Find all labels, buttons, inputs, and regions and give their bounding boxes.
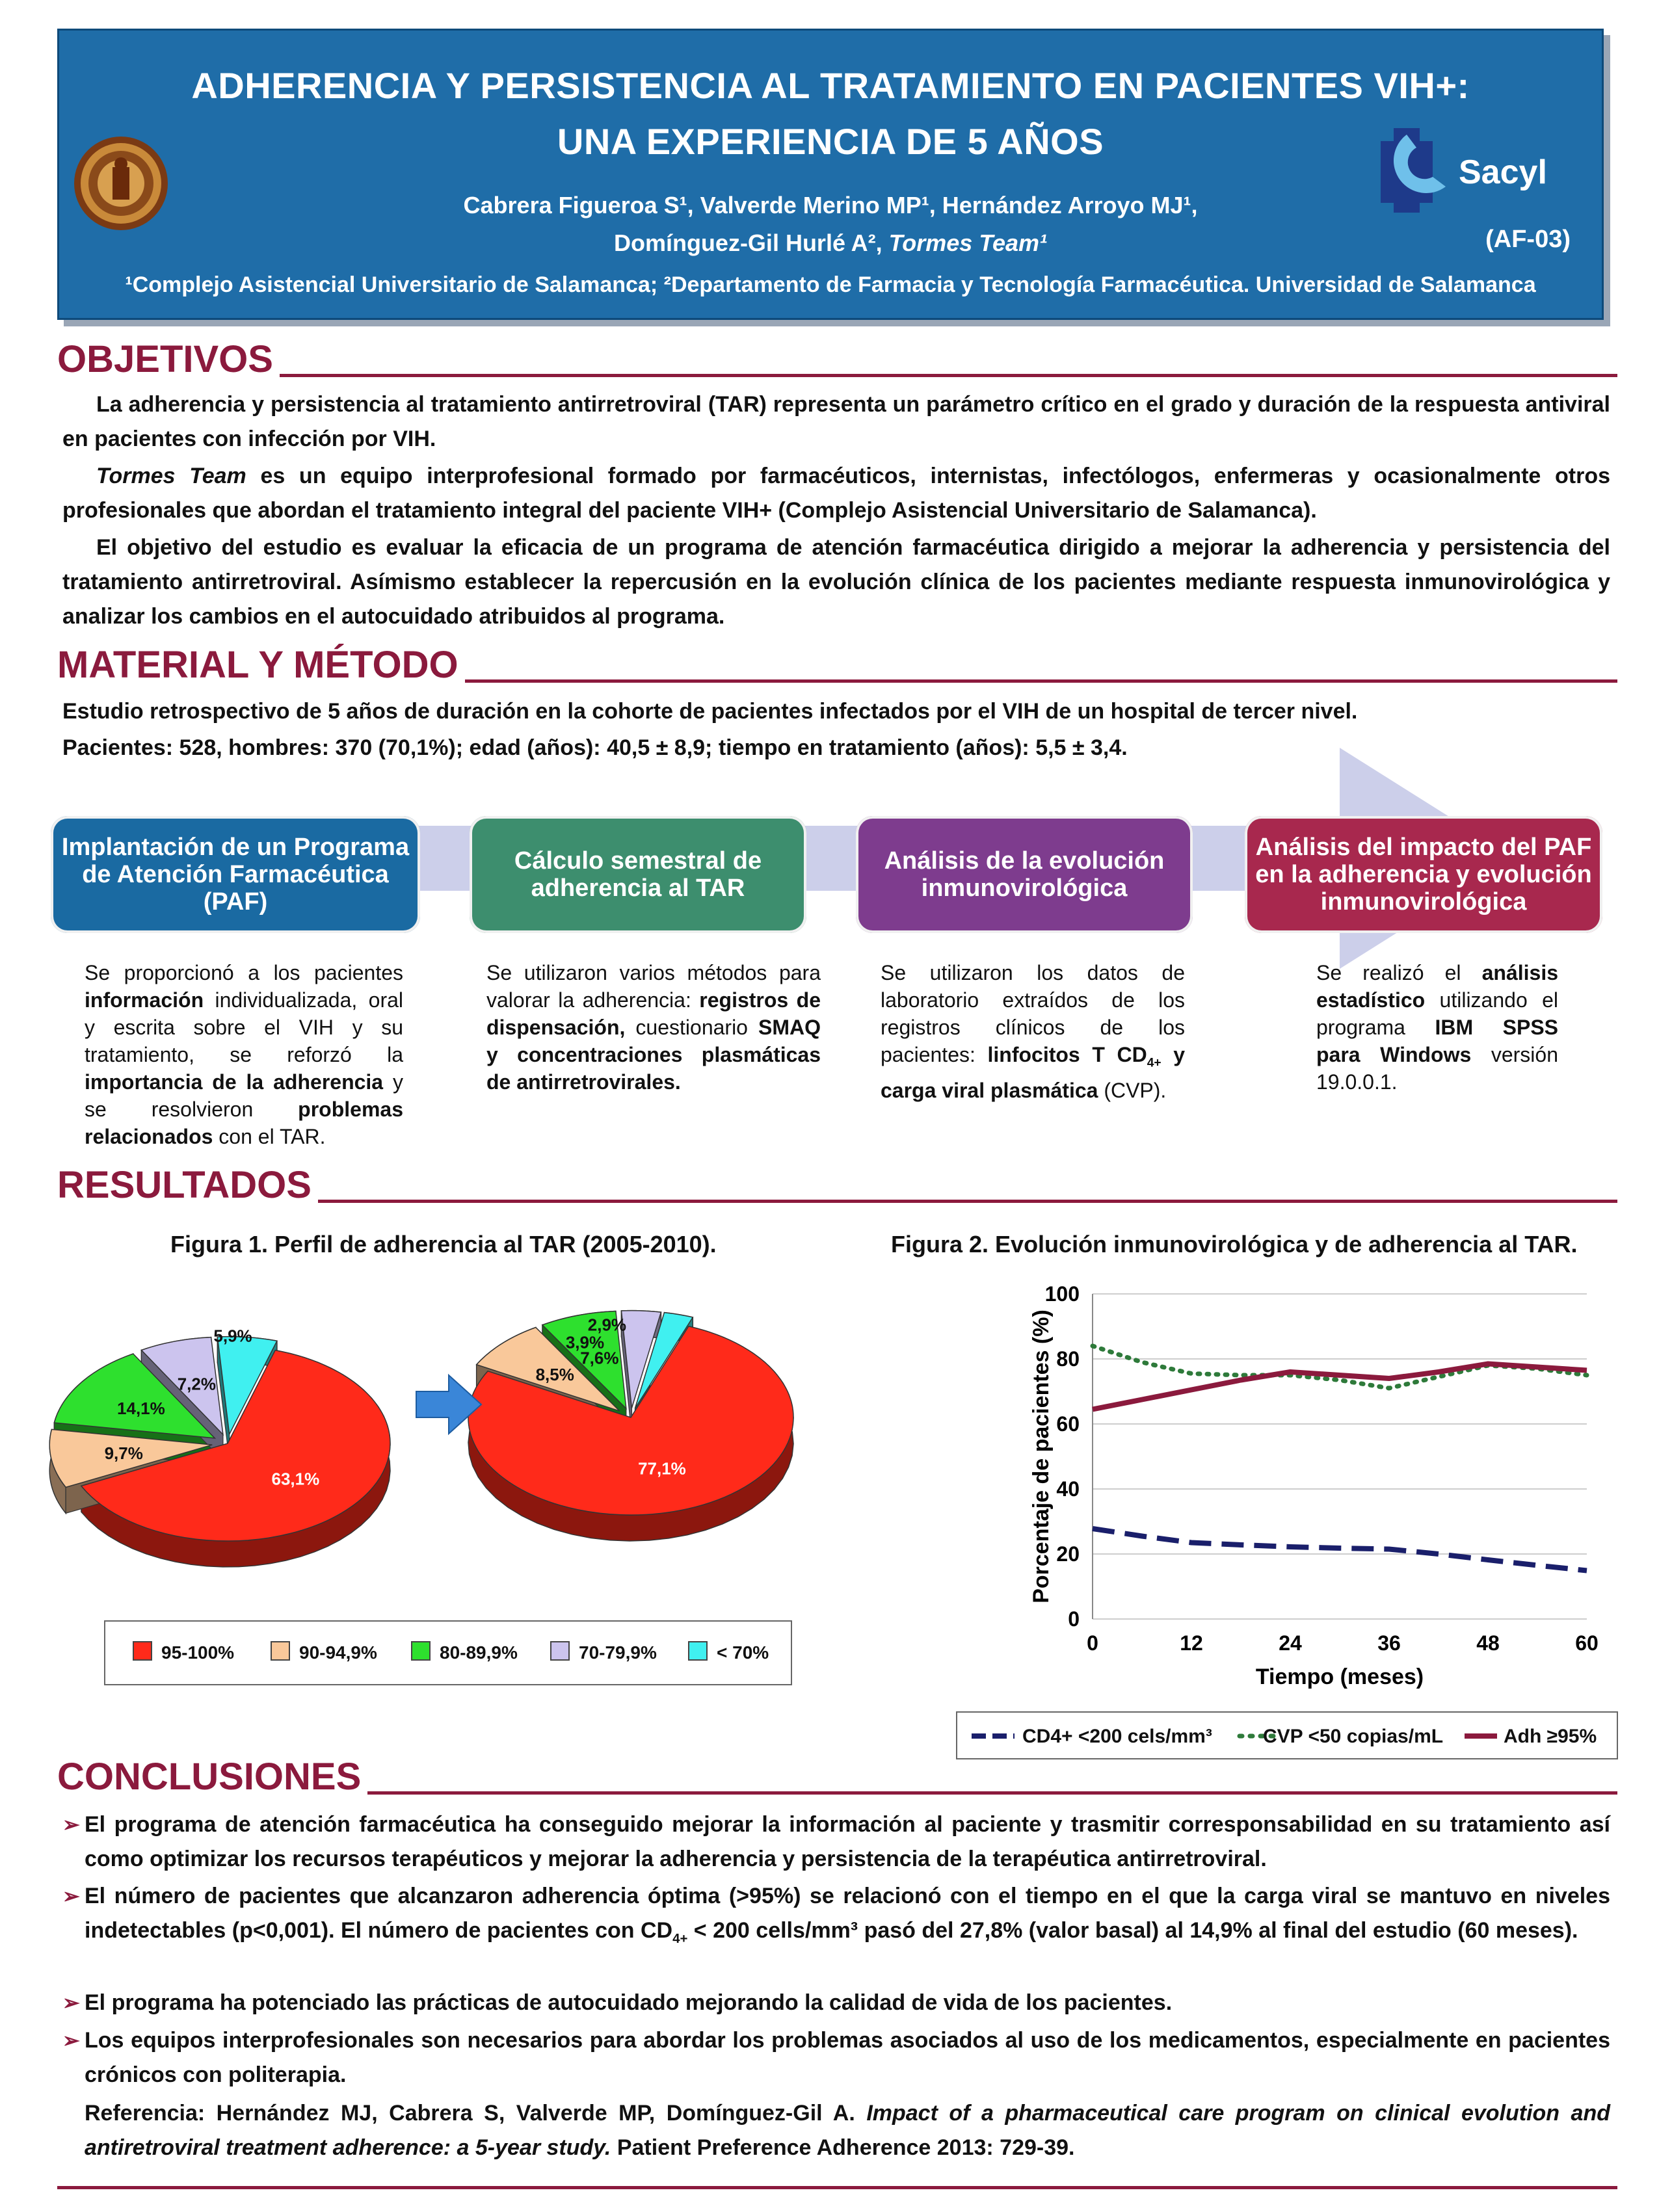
- legend-label: 95-100%: [161, 1642, 235, 1663]
- step-description-inmunovirologica: Se utilizaron los datos de laboratorio extraídos de los registros clínicos de los pacientes: linfocitos T $CD_{4+}$ y carga viral plasmática (CVP).: [881, 961, 1186, 1103]
- x-axis-label: Tiempo (meses): [1255, 1665, 1424, 1689]
- authors-line-2: Domínguez-Gil Hurlé A², Tormes Team¹: [613, 230, 1048, 256]
- y-tick-label: 100: [1044, 1282, 1080, 1306]
- objetivos-paragraph-3: El objetivo del estudio es evaluar la eficacia de un programa de atención farmacéutica dirigido a mejorar la adherencia y persistencia del tratamiento antirretroviral. Asímismo establecer la repercusión en la evolución clínica de los pacientes mediante respuesta inmunovirológica y analizar los cambios en el autocuidado atribuidos al programa.: [62, 535, 1610, 629]
- x-tick-label: 12: [1180, 1631, 1203, 1655]
- y-tick-label: 0: [1068, 1607, 1080, 1631]
- pie-label: 77,1%: [638, 1458, 686, 1479]
- objetivos-paragraph-1: La adherencia y persistencia al tratamiento antirretroviral (TAR) representa un parámetro crítico en el grado y duración de la respuesta antiviral en pacientes con infección por VIH.: [62, 392, 1610, 451]
- bottom-rule: [57, 2186, 1617, 2189]
- step-box-impacto: Análisis del impacto del PAF en la adherencia y evolución inmunovirológica: [1245, 816, 1602, 933]
- pie-label: 7,6%: [580, 1348, 619, 1368]
- sacyl-logo: [1381, 128, 1576, 213]
- metodo-line-1: Estudio retrospectivo de 5 años de duración en la cohorte de pacientes infectados por el VIH de un hospital de tercer nivel.: [62, 699, 1358, 724]
- poster-header: [57, 29, 1604, 320]
- pie-label: 5,9%: [213, 1326, 252, 1346]
- x-tick-label: 36: [1377, 1631, 1401, 1655]
- figure-2-caption: Figura 2. Evolución inmunovirológica y de adherencia al TAR.: [891, 1231, 1578, 1257]
- pie-label: 2,9%: [587, 1315, 627, 1335]
- y-tick-label: 40: [1056, 1477, 1080, 1501]
- step-description-paf: Se proporcionó a los pacientes información individualizada, oral y escrita sobre el VIH y su tratamiento, se reforzó la importancia de la adherencia y se resolvieron problemas relacionados con el TAR.: [85, 961, 403, 1148]
- poster-title-line-2: UNA EXPERIENCIA DE 5 AÑOS: [557, 121, 1104, 162]
- legend-swatch: [550, 1641, 570, 1661]
- figure-1-caption: Figura 1. Perfil de adherencia al TAR (2005-2010).: [170, 1231, 717, 1257]
- section-title: RESULTADOS: [57, 1163, 318, 1207]
- section-conclusiones: [57, 1756, 1617, 1801]
- line-legend: [956, 1711, 1618, 1759]
- legend-label-adh: Adh ≥95%: [1504, 1726, 1597, 1747]
- step-box-inmunovirologica: Análisis de la evolución inmunovirológica: [856, 816, 1193, 933]
- affiliation: ¹Complejo Asistencial Universitario de Salamanca; ²Departamento de Farmacia y Tecnología Farmacéutica. Universidad de Salamanca: [125, 272, 1536, 297]
- legend-line-adh: [1463, 1728, 1509, 1744]
- legend-swatch: [133, 1641, 152, 1661]
- section-title: OBJETIVOS: [57, 337, 280, 381]
- section-resultados: [57, 1164, 1617, 1209]
- adherence-pie-charts: [26, 1268, 845, 1593]
- legend-swatch: [411, 1641, 431, 1661]
- section-title: CONCLUSIONES: [57, 1755, 367, 1798]
- poster-title-line-1: ADHERENCIA Y PERSISTENCIA AL TRATAMIENTO EN PACIENTES VIH+:: [191, 65, 1470, 106]
- metodo-line-2: Pacientes: 528, hombres: 370 (70,1%); edad (años): 40,5 ± 8,9; tiempo en tratamiento (años): 5,5 ± 3,4.: [62, 735, 1128, 760]
- conclusion-item: ➢ El programa de atención farmacéutica ha conseguido mejorar la información al paciente y trasmitir corresponsabilidad en su tratamiento así como optimizar los recursos terapéuticos y mejorar la adherencia y persistencia de la terapéutica antirretroviral.: [62, 1812, 1610, 1871]
- conclusion-item: ➢ El número de pacientes que alcanzaron adherencia óptima (>95%) se relacionó con el tiempo en el que la carga viral se mantuvo en niveles indetectables (p<0,001). El número de pacientes con $CD_{4+} < 200$ cells/mm³ pasó del 27,8% (valor basal) al 14,9% al final del estudio (60 meses).: [62, 1884, 1610, 1946]
- conclusion-item: ➢ El programa ha potenciado las prácticas de autocuidado mejorando la calidad de vida de los pacientes.: [62, 1990, 1173, 2015]
- svg-text:Sacyl: Sacyl: [1459, 153, 1547, 191]
- immunovirologic-line-chart: [1015, 1268, 1613, 1717]
- legend-label: 70-79,9%: [579, 1642, 657, 1663]
- pie-label: 63,1%: [271, 1469, 320, 1489]
- x-tick-label: 0: [1087, 1631, 1098, 1655]
- conclusion-item: ➢ Los equipos interprofesionales son necesarios para abordar los problemas asociados al uso de los medicamentos, especialmente en pacientes crónicos con politerapia.: [62, 2028, 1610, 2087]
- authors-line-1: Cabrera Figueroa S¹, Valverde Merino MP¹, Hernández Arroyo MJ¹,: [463, 192, 1198, 218]
- pie-label: 14,1%: [117, 1399, 165, 1419]
- y-tick-label: 20: [1056, 1542, 1080, 1566]
- section-objetivos: [57, 338, 1617, 384]
- series-line-adh: [1093, 1364, 1587, 1410]
- step-box-paf: Implantación de un Programa de Atención Farmacéutica (PAF): [51, 816, 420, 933]
- reference: Referencia: Hernández MJ, Cabrera S, Valverde MP, Domínguez-Gil A. Impact of a pharmaceutical care program on clinical evolution and antiretroviral treatment adherence: a 5-year study. Patient Preference Adherence 2013: 729-39.: [85, 2101, 1610, 2160]
- legend-line-cd4: [970, 1728, 1016, 1744]
- legend-swatch: [271, 1641, 290, 1661]
- series-line-cd4: [1093, 1529, 1587, 1571]
- y-axis-label: Porcentaje de pacientes (%): [1029, 1310, 1054, 1603]
- legend-swatch: [688, 1641, 708, 1661]
- x-tick-label: 60: [1575, 1631, 1599, 1655]
- pie-label: 3,9%: [565, 1332, 605, 1352]
- step-description-impacto: Se realizó el análisis estadístico utilizando el programa IBM SPSS para Windows versión 19.0.0.1.: [1316, 961, 1559, 1094]
- pie-label: 9,7%: [104, 1443, 143, 1464]
- section-title: MATERIAL Y MÉTODO: [57, 643, 465, 687]
- legend-label: 90-94,9%: [299, 1642, 377, 1663]
- section-metodo: [57, 644, 1617, 689]
- legend-label: < 70%: [717, 1642, 769, 1663]
- step-description-adherencia: Se utilizaron varios métodos para valorar la adherencia: registros de dispensación, cuestionario SMAQ y concentraciones plasmáticas de antirretrovirales.: [486, 961, 821, 1094]
- x-tick-label: 24: [1279, 1631, 1302, 1655]
- x-tick-label: 48: [1476, 1631, 1500, 1655]
- legend-label-cvp: CVP <50 copias/mL: [1263, 1726, 1444, 1747]
- legend-label-cd4: CD4+ <200 cels/mm³: [1022, 1726, 1212, 1747]
- objetivos-paragraph-2: Tormes Team es un equipo interprofesional formado por farmacéuticos, internistas, infectólogos, enfermeras y ocasionalmente otros profesionales que abordan el tratamiento integral del paciente VIH+ (Complejo Asistencial Universitario de Salamanca).: [62, 464, 1610, 523]
- y-tick-label: 60: [1056, 1412, 1080, 1436]
- pie-label: 7,2%: [177, 1374, 216, 1394]
- poster-code: (AF-03): [1485, 226, 1571, 253]
- y-tick-label: 80: [1056, 1347, 1080, 1371]
- step-box-adherencia: Cálculo semestral de adherencia al TAR: [470, 816, 806, 933]
- pie-legend: [104, 1620, 792, 1685]
- pie-label: 8,5%: [535, 1365, 574, 1385]
- legend-label: 80-89,9%: [440, 1642, 518, 1663]
